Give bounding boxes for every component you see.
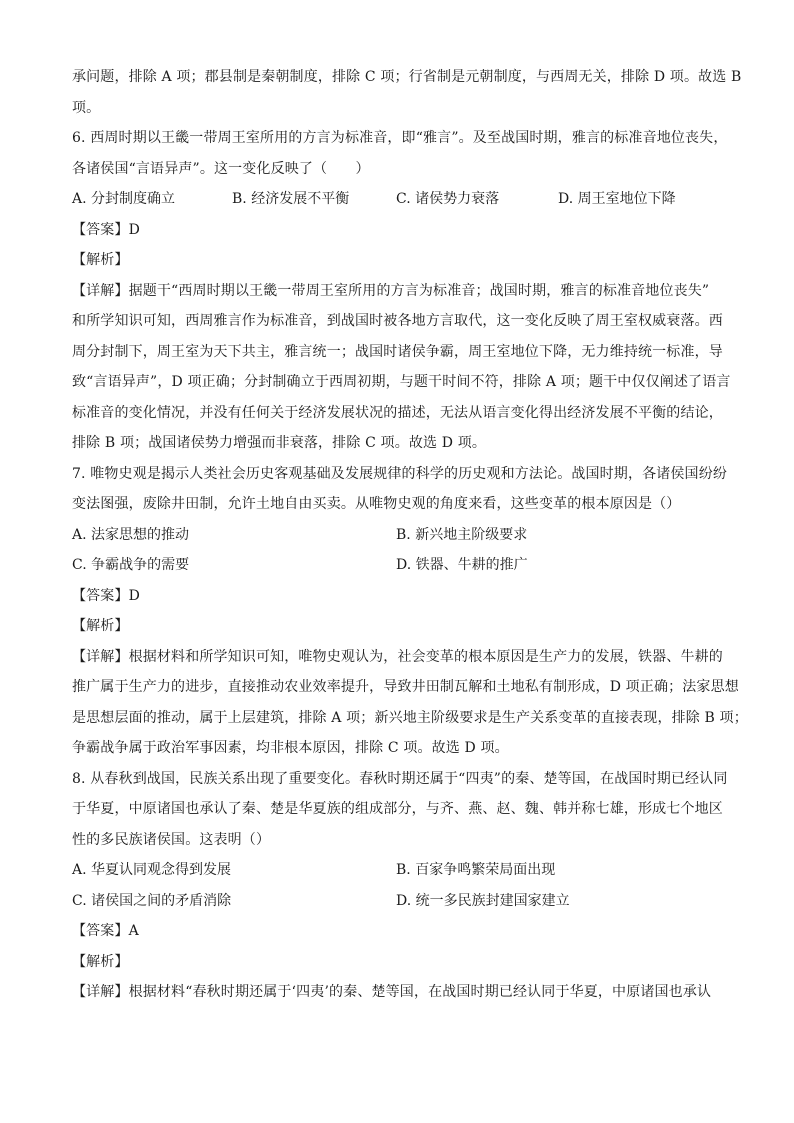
q7-detail-line2: 推广属于生产力的进步，直接推动农业效率提升，导致井田制瓦解和土地私有制形成，D 项正确；法家思想 — [72, 679, 739, 695]
q6-option-d: D. 周王室地位下降 — [558, 191, 676, 207]
q6-options — [72, 184, 724, 215]
q6-detail-line1: 【详解】据题干“西周时期以王畿一带周王室所用的方言为标准音；战国时期，雅言的标准音地位丧失” — [72, 282, 710, 299]
q7-stem-line2: 变法图强，废除井田制，允许土地自由买卖。从唯物史观的角度来看，这些变革的根本原因是（） — [72, 496, 681, 512]
q6-detail-line5: 标准音的变化情况，并没有任何关于经济发展状况的描述，无法从语言变化得出经济发展不平衡的结论， — [72, 404, 723, 421]
q8-option-d: D. 统一多民族封建国家建立 — [396, 892, 570, 909]
q7-option-c: C. 争霸战争的需要 — [72, 557, 190, 573]
q5-analysis-end: 项。 — [72, 99, 101, 116]
q5-analysis-continued: 承问题，排除 A 项；郡县制是秦朝制度，排除 C 项；行省制是元朝制度，与西周无关，排除 D 项。故选 B — [72, 69, 742, 85]
q6-detail-line2: 和所学知识可知，西周雅言作为标准音，到战国时被各地方言取代，这一变化反映了周王室权威衰落。西 — [72, 313, 723, 329]
q6-option-b: B. 经济发展不平衡 — [232, 191, 350, 207]
q8-detail-line1: 【详解】根据材料“春秋时期还属于‘四夷’的秦、楚等国，在战国时期已经认同于华夏，中原诸国也承认 — [72, 984, 712, 1000]
q7-options-row1 — [72, 520, 724, 551]
q7-option-b: B. 新兴地主阶级要求 — [396, 526, 528, 543]
q6-detail-line3: 周分封制下，周王室为天下共主，雅言统一；战国时诸侯争霸，周王室地位下降，无力维持统一标准，导 — [72, 343, 723, 360]
q6-detail-line6: 排除 B 项；战国诸侯势力增强而非衰落，排除 C 项。故选 D 项。 — [72, 435, 487, 451]
q6-option-c: C. 诸侯势力衰落 — [396, 191, 500, 207]
q7-detail-line4: 争霸战争属于政治军事因素，均非根本原因，排除 C 项。故选 D 项。 — [72, 740, 509, 756]
q6-analysis-heading: 【解析】 — [72, 252, 129, 268]
q6-answer: 【答案】D — [72, 221, 140, 238]
q8-options-row2 — [72, 886, 724, 917]
q7-answer: 【答案】D — [72, 587, 140, 604]
q8-analysis-heading: 【解析】 — [72, 953, 129, 970]
q8-stem-line3: 性的多民族诸侯国。这表明（） — [72, 831, 271, 848]
q7-detail-line1: 【详解】根据材料和所学知识可知，唯物史观认为，社会变革的根本原因是生产力的发展，铁器、牛耕的 — [72, 648, 723, 665]
q7-detail-line3: 是思想层面的推动，属于上层建筑，排除 A 项；新兴地主阶级要求是生产关系变革的直接表现，排除 B 项； — [72, 709, 748, 726]
q8-options-row1 — [72, 855, 724, 886]
q7-analysis-heading: 【解析】 — [72, 618, 129, 634]
q8-option-c: C. 诸侯国之间的矛盾消除 — [72, 892, 232, 909]
q6-stem-line1: 6. 西周时期以王畿一带周王室所用的方言为标准音，即“雅言”。及至战国时期，雅言的标准音地位丧失， — [72, 130, 728, 146]
q8-answer: 【答案】A — [72, 923, 139, 939]
q6-option-a: A. 分封制度确立 — [72, 191, 176, 207]
q7-option-d: D. 铁器、牛耕的推广 — [396, 557, 528, 573]
q6-detail-line4: 致“言语异声”，D 项正确；分封制确立于西周初期，与题干时间不符，排除 A 项；题干中仅仅阐述了语言 — [72, 374, 731, 390]
q8-option-a: A. 华夏认同观念得到发展 — [72, 862, 232, 878]
q8-stem-line2: 于华夏，中原诸国也承认了秦、楚是华夏族的组成部分，与齐、燕、赵、魏、韩并称七雄，形成七个地区 — [72, 801, 723, 817]
q7-options-row2 — [72, 550, 724, 581]
q8-option-b: B. 百家争鸣繁荣局面出现 — [396, 862, 556, 878]
q7-stem-line1: 7. 唯物史观是揭示人类社会历史客观基础及发展规律的科学的历史观和方法论。战国时期，各诸侯国纷纷 — [72, 465, 728, 482]
q6-stem-line2: 各诸侯国“言语异声”。这一变化反映了（ ） — [72, 160, 370, 177]
q8-stem-line1: 8. 从春秋到战国，民族关系出现了重要变化。春秋时期还属于“四夷”的秦、楚等国，在战国时期已经认同 — [72, 770, 728, 787]
q7-option-a: A. 法家思想的推动 — [72, 526, 190, 543]
